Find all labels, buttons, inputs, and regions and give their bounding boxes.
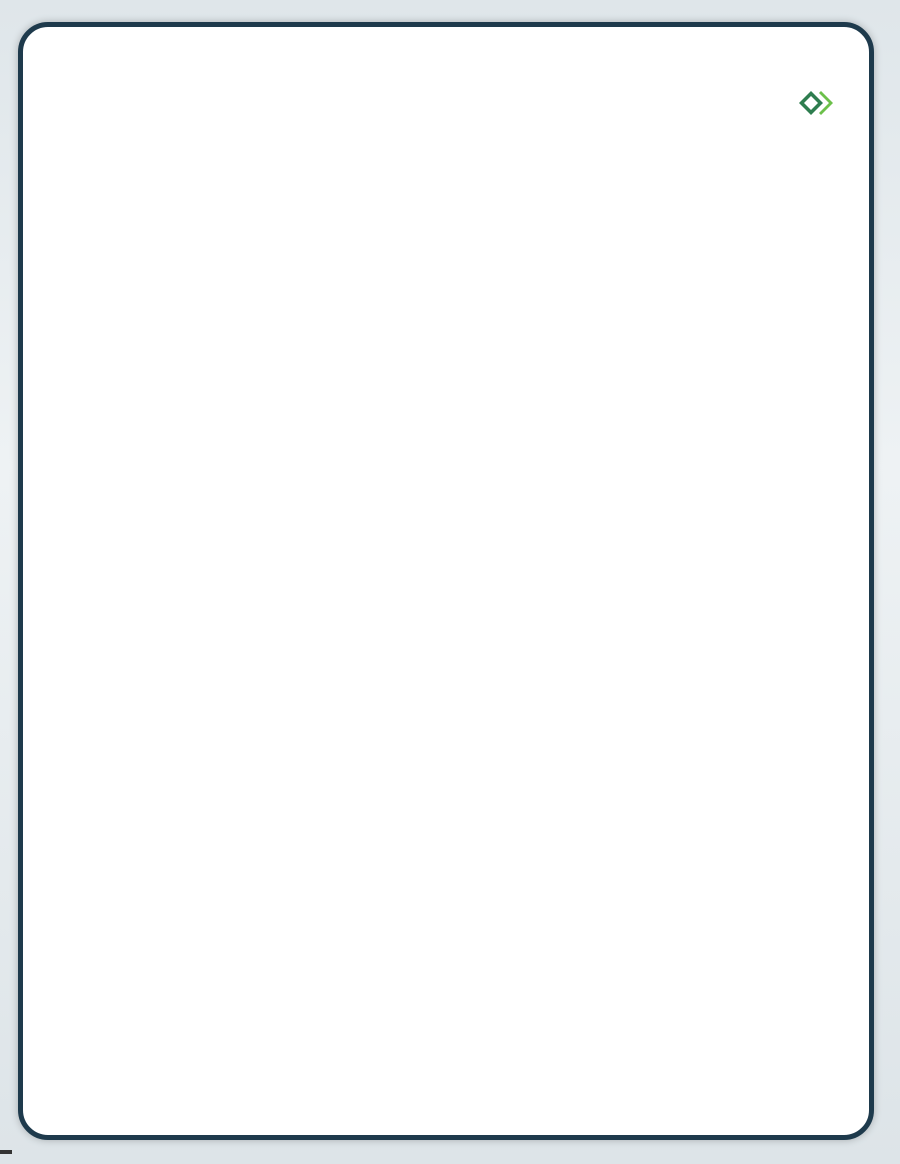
diamond-bullet-icon [797,89,833,117]
site-watermark [0,1150,12,1154]
page-frame [18,22,874,1140]
title-row [787,89,833,117]
document-content [63,27,833,1135]
